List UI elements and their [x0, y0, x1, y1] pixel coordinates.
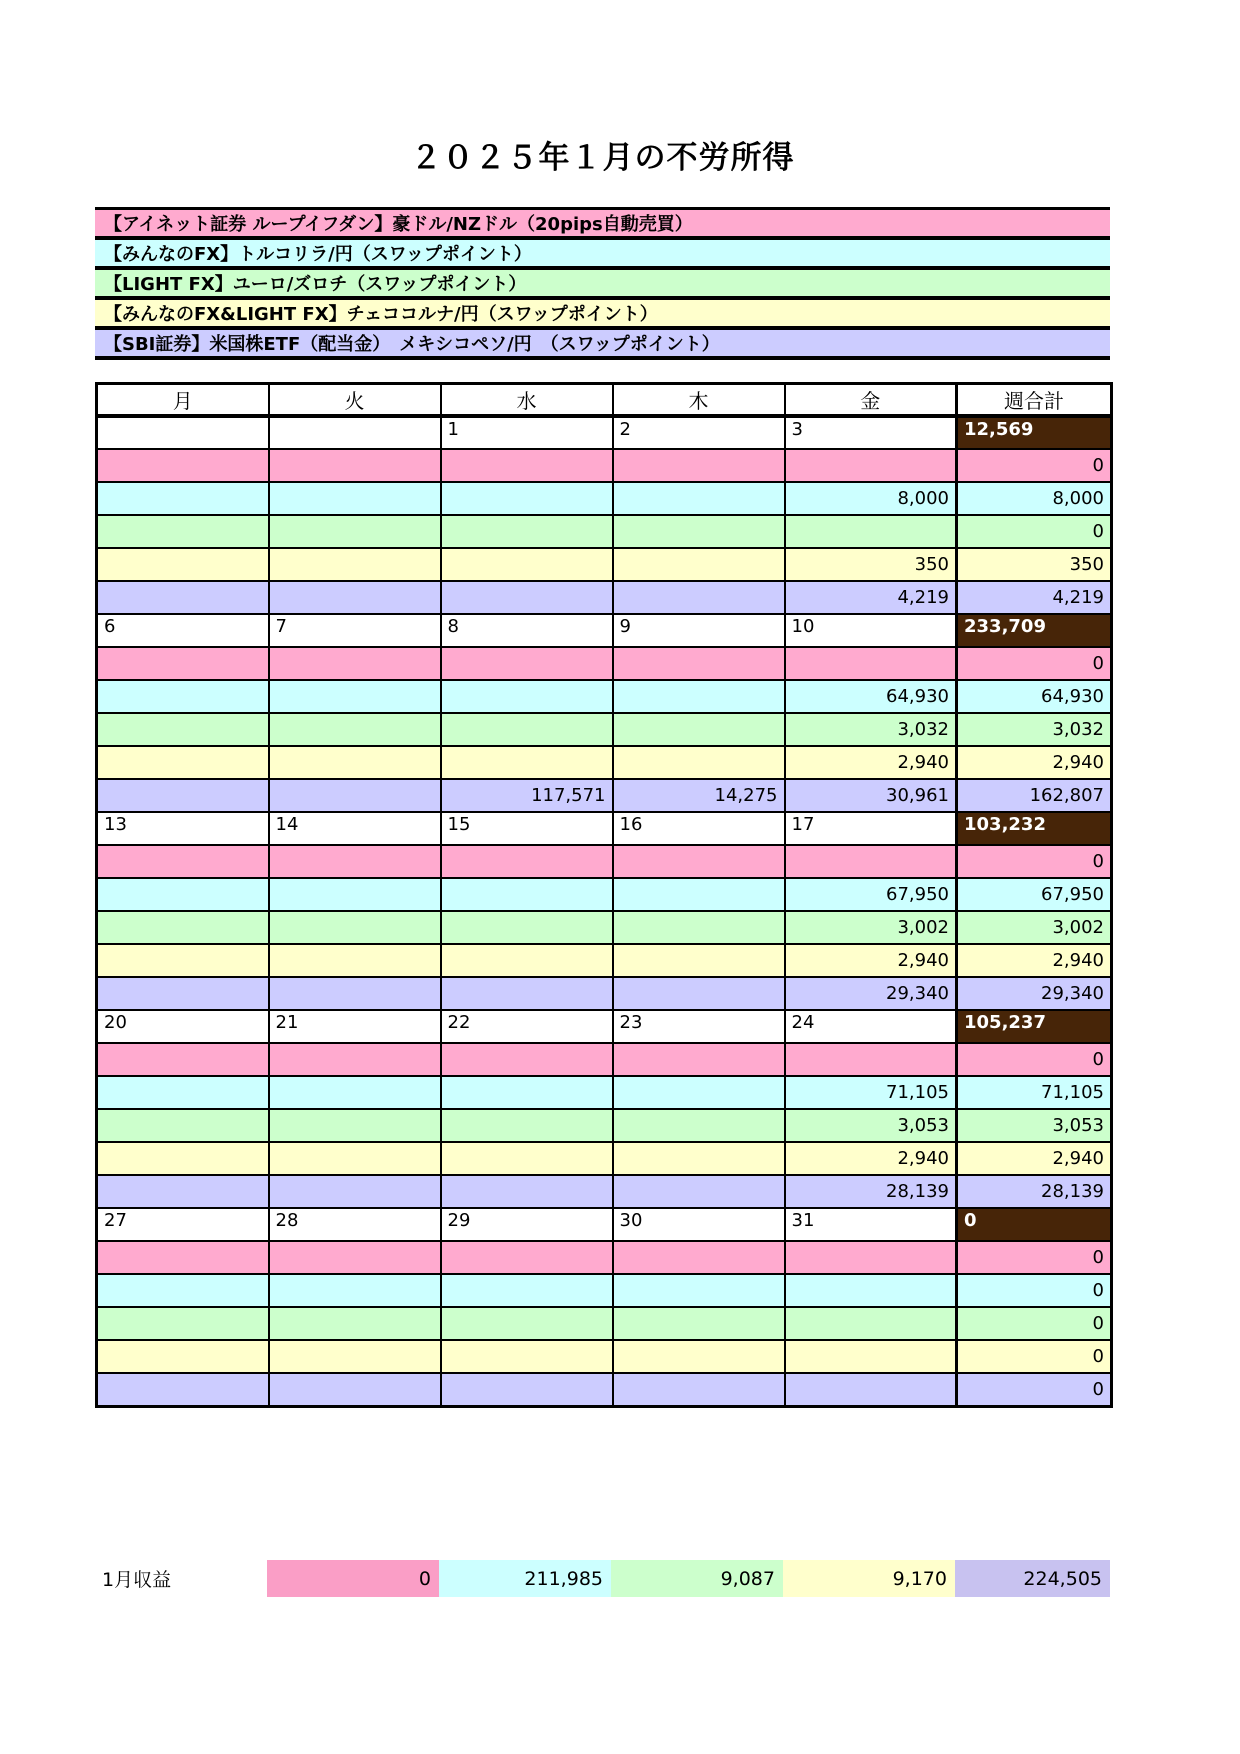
- value-cell: [97, 1340, 269, 1373]
- week-1-fx-czk-jpy-row: [97, 548, 1112, 581]
- value-cell: 30,961: [785, 779, 957, 812]
- value-cell: [97, 1307, 269, 1340]
- value-cell: [269, 1109, 441, 1142]
- day-cell: 7: [269, 614, 441, 647]
- value-cell: 2,940: [785, 1142, 957, 1175]
- value-cell: 4,219: [785, 581, 957, 614]
- weekday-header-2: 火: [269, 384, 441, 417]
- value-cell: 14,275: [613, 779, 785, 812]
- week-5-inet-loop-ifdone-row: [97, 1241, 1112, 1274]
- summary-total-inet-loop-ifdone: 0: [267, 1560, 439, 1597]
- value-cell: [441, 911, 613, 944]
- value-cell: [441, 977, 613, 1010]
- row-week-total-cell: 350: [957, 548, 1112, 581]
- summary-total-fx-czk-jpy: 9,170: [783, 1560, 955, 1597]
- value-cell: [97, 1043, 269, 1076]
- value-cell: [269, 680, 441, 713]
- value-cell: [441, 1175, 613, 1208]
- value-cell: [441, 515, 613, 548]
- week-2-day-row: [97, 614, 1112, 647]
- day-cell: 23: [613, 1010, 785, 1043]
- value-cell: [441, 548, 613, 581]
- week-1-minna-fx-try-jpy-row: [97, 482, 1112, 515]
- value-cell: [441, 1373, 613, 1406]
- value-cell: [441, 680, 613, 713]
- value-cell: [441, 647, 613, 680]
- row-week-total-cell: 0: [957, 647, 1112, 680]
- calendar-header-row: [97, 384, 1112, 417]
- value-cell: [613, 581, 785, 614]
- value-cell: 3,002: [785, 911, 957, 944]
- value-cell: [613, 713, 785, 746]
- value-cell: [613, 1043, 785, 1076]
- value-cell: [97, 1373, 269, 1406]
- week-1-day-row: [97, 416, 1112, 449]
- value-cell: [441, 581, 613, 614]
- day-cell: 30: [613, 1208, 785, 1241]
- value-cell: [613, 1307, 785, 1340]
- value-cell: [441, 449, 613, 482]
- week-2-light-fx-eur-pln-row: [97, 713, 1112, 746]
- value-cell: [613, 977, 785, 1010]
- value-cell: 8,000: [785, 482, 957, 515]
- row-week-total-cell: 0: [957, 1373, 1112, 1406]
- value-cell: [613, 515, 785, 548]
- value-cell: [613, 878, 785, 911]
- value-cell: [97, 1109, 269, 1142]
- week-5-minna-fx-try-jpy-row: [97, 1274, 1112, 1307]
- value-cell: [97, 680, 269, 713]
- value-cell: [269, 911, 441, 944]
- weekday-header-4: 木: [613, 384, 785, 417]
- week-5-fx-czk-jpy-row: [97, 1340, 1112, 1373]
- value-cell: [441, 944, 613, 977]
- row-week-total-cell: 0: [957, 845, 1112, 878]
- day-cell: [269, 416, 441, 449]
- value-cell: 3,053: [785, 1109, 957, 1142]
- value-cell: [613, 647, 785, 680]
- legend-item-fx-czk-jpy: 【みんなのFX&LIGHT FX】チェココルナ/円（スワップポイント）: [95, 300, 1110, 330]
- value-cell: [441, 1076, 613, 1109]
- day-cell: 10: [785, 614, 957, 647]
- value-cell: 2,940: [785, 746, 957, 779]
- legend-item-light-fx-eur-pln: 【LIGHT FX】ユーロ/ズロチ（スワップポイント）: [95, 270, 1110, 300]
- value-cell: [613, 845, 785, 878]
- value-cell: [613, 1373, 785, 1406]
- value-cell: [785, 1241, 957, 1274]
- value-cell: [269, 1175, 441, 1208]
- week-1-inet-loop-ifdone-row: [97, 449, 1112, 482]
- value-cell: [613, 1175, 785, 1208]
- value-cell: [613, 1340, 785, 1373]
- value-cell: [269, 581, 441, 614]
- value-cell: [97, 911, 269, 944]
- week-1-sbi-etf-mxn-jpy-row: [97, 581, 1112, 614]
- day-cell: 3: [785, 416, 957, 449]
- row-week-total-cell: 2,940: [957, 944, 1112, 977]
- row-week-total-cell: 2,940: [957, 1142, 1112, 1175]
- value-cell: [269, 1340, 441, 1373]
- summary-total-light-fx-eur-pln: 9,087: [611, 1560, 783, 1597]
- value-cell: [97, 944, 269, 977]
- value-cell: [97, 515, 269, 548]
- value-cell: [441, 1307, 613, 1340]
- value-cell: [613, 1142, 785, 1175]
- row-week-total-cell: 0: [957, 449, 1112, 482]
- week-3-fx-czk-jpy-row: [97, 944, 1112, 977]
- value-cell: [269, 1043, 441, 1076]
- value-cell: [613, 944, 785, 977]
- monthly-summary: [95, 1560, 1110, 1597]
- row-week-total-cell: 0: [957, 515, 1112, 548]
- row-week-total-cell: 0: [957, 1274, 1112, 1307]
- value-cell: [785, 1274, 957, 1307]
- row-week-total-cell: 4,219: [957, 581, 1112, 614]
- value-cell: [613, 449, 785, 482]
- row-week-total-cell: 162,807: [957, 779, 1112, 812]
- day-cell: 6: [97, 614, 269, 647]
- value-cell: [269, 845, 441, 878]
- value-cell: [269, 1142, 441, 1175]
- day-cell: 15: [441, 812, 613, 845]
- value-cell: [269, 944, 441, 977]
- value-cell: [441, 713, 613, 746]
- row-week-total-cell: 0: [957, 1241, 1112, 1274]
- value-cell: [613, 1076, 785, 1109]
- row-week-total-cell: 67,950: [957, 878, 1112, 911]
- week-total-cell: 103,232: [957, 812, 1112, 845]
- value-cell: [97, 548, 269, 581]
- value-cell: [97, 1274, 269, 1307]
- value-cell: [269, 1241, 441, 1274]
- value-cell: [613, 482, 785, 515]
- value-cell: 29,340: [785, 977, 957, 1010]
- value-cell: [785, 647, 957, 680]
- summary-total-minna-fx-try-jpy: 211,985: [439, 1560, 611, 1597]
- week-2-sbi-etf-mxn-jpy-row: [97, 779, 1112, 812]
- value-cell: [613, 746, 785, 779]
- value-cell: [613, 911, 785, 944]
- row-week-total-cell: 29,340: [957, 977, 1112, 1010]
- value-cell: [613, 680, 785, 713]
- page-title: ２０２５年１月の不労所得: [410, 140, 795, 176]
- weekday-header-1: 月: [97, 384, 269, 417]
- day-cell: 31: [785, 1208, 957, 1241]
- week-2-inet-loop-ifdone-row: [97, 647, 1112, 680]
- legend-item-inet-loop-ifdone: 【アイネット証券 ループイフダン】豪ドル/NZドル（20pips自動売買）: [95, 210, 1110, 240]
- week-4-inet-loop-ifdone-row: [97, 1043, 1112, 1076]
- value-cell: [613, 1274, 785, 1307]
- value-cell: [441, 878, 613, 911]
- value-cell: [269, 746, 441, 779]
- value-cell: [269, 482, 441, 515]
- week-4-light-fx-eur-pln-row: [97, 1109, 1112, 1142]
- value-cell: [97, 845, 269, 878]
- value-cell: [97, 713, 269, 746]
- value-cell: [269, 647, 441, 680]
- week-5-light-fx-eur-pln-row: [97, 1307, 1112, 1340]
- week-total-cell: 233,709: [957, 614, 1112, 647]
- week-3-sbi-etf-mxn-jpy-row: [97, 977, 1112, 1010]
- value-cell: [269, 515, 441, 548]
- row-week-total-cell: 71,105: [957, 1076, 1112, 1109]
- monthly-summary-totals: [267, 1560, 1110, 1597]
- value-cell: [97, 581, 269, 614]
- value-cell: [613, 1241, 785, 1274]
- value-cell: [97, 779, 269, 812]
- value-cell: [785, 1043, 957, 1076]
- day-cell: 8: [441, 614, 613, 647]
- day-cell: 24: [785, 1010, 957, 1043]
- value-cell: [441, 482, 613, 515]
- value-cell: 350: [785, 548, 957, 581]
- day-cell: [97, 416, 269, 449]
- value-cell: [269, 779, 441, 812]
- value-cell: [441, 1109, 613, 1142]
- week-4-fx-czk-jpy-row: [97, 1142, 1112, 1175]
- legend-item-minna-fx-try-jpy: 【みんなのFX】トルコリラ/円（スワップポイント）: [95, 240, 1110, 270]
- value-cell: [97, 482, 269, 515]
- row-week-total-cell: 0: [957, 1043, 1112, 1076]
- week-5-day-row: [97, 1208, 1112, 1241]
- week-3-inet-loop-ifdone-row: [97, 845, 1112, 878]
- value-cell: [441, 845, 613, 878]
- week-total-cell: 105,237: [957, 1010, 1112, 1043]
- value-cell: 2,940: [785, 944, 957, 977]
- value-cell: 64,930: [785, 680, 957, 713]
- day-cell: 2: [613, 416, 785, 449]
- value-cell: 71,105: [785, 1076, 957, 1109]
- week-2-minna-fx-try-jpy-row: [97, 680, 1112, 713]
- day-cell: 27: [97, 1208, 269, 1241]
- day-cell: 29: [441, 1208, 613, 1241]
- row-week-total-cell: 64,930: [957, 680, 1112, 713]
- row-week-total-cell: 2,940: [957, 746, 1112, 779]
- summary-total-sbi-etf-mxn-jpy: 224,505: [955, 1560, 1110, 1597]
- row-week-total-cell: 3,053: [957, 1109, 1112, 1142]
- monthly-summary-label: 1月収益: [102, 1569, 172, 1591]
- day-cell: 16: [613, 812, 785, 845]
- value-cell: [269, 713, 441, 746]
- value-cell: [97, 878, 269, 911]
- day-cell: 21: [269, 1010, 441, 1043]
- day-cell: 1: [441, 416, 613, 449]
- week-total-cell: 0: [957, 1208, 1112, 1241]
- day-cell: 28: [269, 1208, 441, 1241]
- value-cell: 67,950: [785, 878, 957, 911]
- value-cell: [97, 1142, 269, 1175]
- value-cell: [785, 1307, 957, 1340]
- value-cell: [97, 1175, 269, 1208]
- value-cell: [269, 1307, 441, 1340]
- day-cell: 17: [785, 812, 957, 845]
- value-cell: [785, 845, 957, 878]
- value-cell: [441, 746, 613, 779]
- value-cell: 3,032: [785, 713, 957, 746]
- value-cell: [269, 878, 441, 911]
- value-cell: [269, 1274, 441, 1307]
- value-cell: [441, 1274, 613, 1307]
- week-3-light-fx-eur-pln-row: [97, 911, 1112, 944]
- row-week-total-cell: 8,000: [957, 482, 1112, 515]
- value-cell: [441, 1340, 613, 1373]
- row-week-total-cell: 3,032: [957, 713, 1112, 746]
- value-cell: [269, 548, 441, 581]
- weekday-header-5: 金: [785, 384, 957, 417]
- value-cell: [785, 449, 957, 482]
- value-cell: [785, 515, 957, 548]
- value-cell: [97, 647, 269, 680]
- weekday-header-3: 水: [441, 384, 613, 417]
- income-calendar-table: [95, 382, 1113, 1408]
- value-cell: 117,571: [441, 779, 613, 812]
- week-3-day-row: [97, 812, 1112, 845]
- value-cell: [441, 1043, 613, 1076]
- value-cell: [269, 977, 441, 1010]
- week-2-fx-czk-jpy-row: [97, 746, 1112, 779]
- value-cell: [441, 1142, 613, 1175]
- day-cell: 20: [97, 1010, 269, 1043]
- row-week-total-cell: 0: [957, 1340, 1112, 1373]
- value-cell: 28,139: [785, 1175, 957, 1208]
- week-4-sbi-etf-mxn-jpy-row: [97, 1175, 1112, 1208]
- value-cell: [97, 977, 269, 1010]
- day-cell: 14: [269, 812, 441, 845]
- value-cell: [785, 1373, 957, 1406]
- value-cell: [97, 449, 269, 482]
- value-cell: [269, 1373, 441, 1406]
- week-3-minna-fx-try-jpy-row: [97, 878, 1112, 911]
- row-week-total-cell: 28,139: [957, 1175, 1112, 1208]
- value-cell: [613, 548, 785, 581]
- value-cell: [97, 1241, 269, 1274]
- value-cell: [785, 1340, 957, 1373]
- value-cell: [269, 1076, 441, 1109]
- row-week-total-cell: 0: [957, 1307, 1112, 1340]
- income-source-legend: [95, 207, 1110, 360]
- day-cell: 22: [441, 1010, 613, 1043]
- week-total-cell: 12,569: [957, 416, 1112, 449]
- week-4-minna-fx-try-jpy-row: [97, 1076, 1112, 1109]
- value-cell: [97, 1076, 269, 1109]
- value-cell: [269, 449, 441, 482]
- value-cell: [97, 746, 269, 779]
- week-5-sbi-etf-mxn-jpy-row: [97, 1373, 1112, 1406]
- value-cell: [613, 1109, 785, 1142]
- week-4-day-row: [97, 1010, 1112, 1043]
- week-1-light-fx-eur-pln-row: [97, 515, 1112, 548]
- value-cell: [441, 1241, 613, 1274]
- day-cell: 13: [97, 812, 269, 845]
- day-cell: 9: [613, 614, 785, 647]
- week-total-header: 週合計: [957, 384, 1112, 417]
- row-week-total-cell: 3,002: [957, 911, 1112, 944]
- legend-item-sbi-etf-mxn-jpy: 【SBI証券】米国株ETF（配当金） メキシコペソ/円 （スワップポイント）: [95, 330, 1110, 360]
